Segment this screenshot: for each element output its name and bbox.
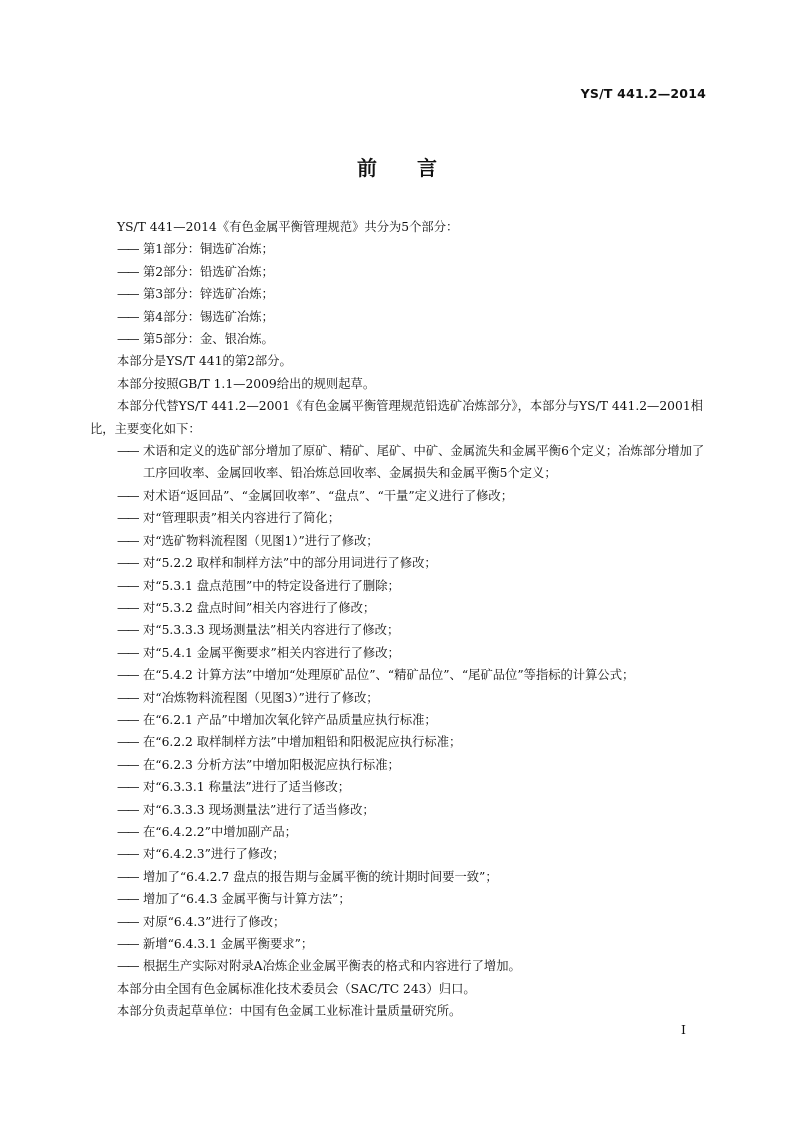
document-body	[90, 216, 708, 1023]
dash-marker: ——	[117, 623, 138, 638]
dash-marker: ——	[117, 869, 138, 884]
list-item: —— 增加了“6.4.3 金属平衡与计算方法”；	[90, 888, 708, 910]
dash-marker: ——	[117, 802, 138, 817]
list-item: —— 第5部分：金、银冶炼。	[90, 328, 708, 350]
dash-marker: ——	[117, 600, 138, 615]
dash-marker: ——	[117, 735, 138, 750]
list-item: —— 对“选矿物料流程图（见图1）”进行了修改；	[90, 530, 708, 552]
dash-marker: ——	[117, 847, 138, 862]
intro-paragraph: YS/T 441—2014《有色金属平衡管理规范》共分为5个部分：	[117, 220, 459, 234]
drafting-rules: 本部分按照GB/T 1.1—2009给出的规则起草。	[117, 376, 376, 391]
dash-marker: ——	[117, 824, 138, 839]
list-item: —— 对“冶炼物料流程图（见图3）”进行了修改；	[90, 687, 708, 709]
list-item: —— 对“5.2.2 取样和制样方法”中的部分用词进行了修改；	[90, 552, 708, 574]
dash-marker: ——	[117, 242, 138, 257]
dash-marker: ——	[117, 645, 138, 660]
dash-marker: ——	[117, 892, 138, 907]
dash-marker: ——	[117, 511, 138, 526]
list-item: —— 新增“6.4.3.1 金属平衡要求”；	[90, 933, 708, 955]
parts-list	[90, 238, 708, 350]
page-title: 前言	[357, 156, 477, 180]
dash-marker: ——	[117, 959, 138, 974]
dash-marker: ——	[117, 914, 138, 929]
list-item: —— 第4部分：锡选矿冶炼；	[90, 306, 708, 328]
replacement-statement: 本部分代替YS/T 441.2—2001《有色金属平衡管理规范铅选矿冶炼部分》，本部分与YS/T 441.2—2001相比，主要变化如下：	[90, 399, 703, 436]
list-item: —— 在“6.2.2 取样制样方法”中增加粗铅和阳极泥应执行标准；	[90, 731, 708, 753]
list-item: —— 对“管理职责”相关内容进行了简化；	[90, 507, 708, 529]
list-item: —— 对“5.3.2 盘点时间”相关内容进行了修改；	[90, 597, 708, 619]
dash-marker: ——	[117, 533, 138, 548]
list-item: —— 对术语“返回品”、“金属回收率”、“盘点”、“干量”定义进行了修改；	[90, 485, 708, 507]
list-item: —— 对原“6.4.3”进行了修改；	[90, 911, 708, 933]
list-item: —— 在“6.2.3 分析方法”中增加阳极泥应执行标准；	[90, 754, 708, 776]
dash-marker: ——	[117, 332, 138, 347]
list-item: —— 对“6.3.3.1 称量法”进行了适当修改；	[90, 776, 708, 798]
dash-marker: ——	[117, 556, 138, 571]
page-number: I	[681, 1022, 686, 1037]
dash-marker: ——	[117, 444, 138, 459]
list-item: —— 对“5.3.3.3 现场测量法”相关内容进行了修改；	[90, 619, 708, 641]
list-item: —— 根据生产实际对附录A冶炼企业金属平衡表的格式和内容进行了增加。	[90, 955, 708, 977]
dash-marker: ——	[117, 309, 138, 324]
list-item: —— 术语和定义的选矿部分增加了原矿、精矿、尾矿、中矿、金属流失和金属平衡6个定义；冶炼部分增加了工序回收率、金属回收率、铅冶炼总回收率、金属损失和金属平衡5个定义；	[90, 440, 708, 485]
responsible-committee: 本部分由全国有色金属标准化技术委员会（SAC/TC 243）归口。	[117, 981, 476, 996]
drafting-unit: 本部分负责起草单位：中国有色金属工业标准计量质量研究所。	[117, 1004, 462, 1019]
dash-marker: ——	[117, 712, 138, 727]
list-item: —— 第1部分：铜选矿冶炼；	[90, 238, 708, 260]
list-item: —— 第2部分：铅选矿冶炼；	[90, 261, 708, 283]
dash-marker: ——	[117, 668, 138, 683]
dash-marker: ——	[117, 488, 138, 503]
list-item: —— 在“6.2.1 产品”中增加次氧化锌产品质量应执行标准；	[90, 709, 708, 731]
part-statement: 本部分是YS/T 441的第2部分。	[117, 354, 292, 369]
dash-marker: ——	[117, 937, 138, 951]
list-item: —— 第3部分：锌选矿冶炼；	[90, 283, 708, 305]
dash-marker: ——	[117, 264, 138, 279]
list-item: —— 在“6.4.2.2”中增加副产品；	[90, 821, 708, 843]
list-item: —— 增加了“6.4.2.7 盘点的报告期与金属平衡的统计期时间要一致”；	[90, 866, 708, 888]
list-item: —— 对“5.3.1 盘点范围”中的特定设备进行了删除；	[90, 575, 708, 597]
dash-marker: ——	[117, 757, 138, 772]
dash-marker: ——	[117, 690, 138, 705]
list-item: —— 在“5.4.2 计算方法”中增加“处理原矿品位”、“精矿品位”、“尾矿品位”等指标的计算公式；	[90, 664, 708, 686]
changes-list	[90, 440, 708, 978]
dash-marker: ——	[117, 287, 138, 302]
list-item: —— 对“6.3.3.3 现场测量法”进行了适当修改；	[90, 799, 708, 821]
dash-marker: ——	[117, 780, 138, 795]
list-item: —— 对“6.4.2.3”进行了修改；	[90, 843, 708, 865]
standard-code: YS/T 441.2—2014	[580, 86, 706, 101]
list-item: —— 对“5.4.1 金属平衡要求”相关内容进行了修改；	[90, 642, 708, 664]
dash-marker: ——	[117, 578, 138, 593]
